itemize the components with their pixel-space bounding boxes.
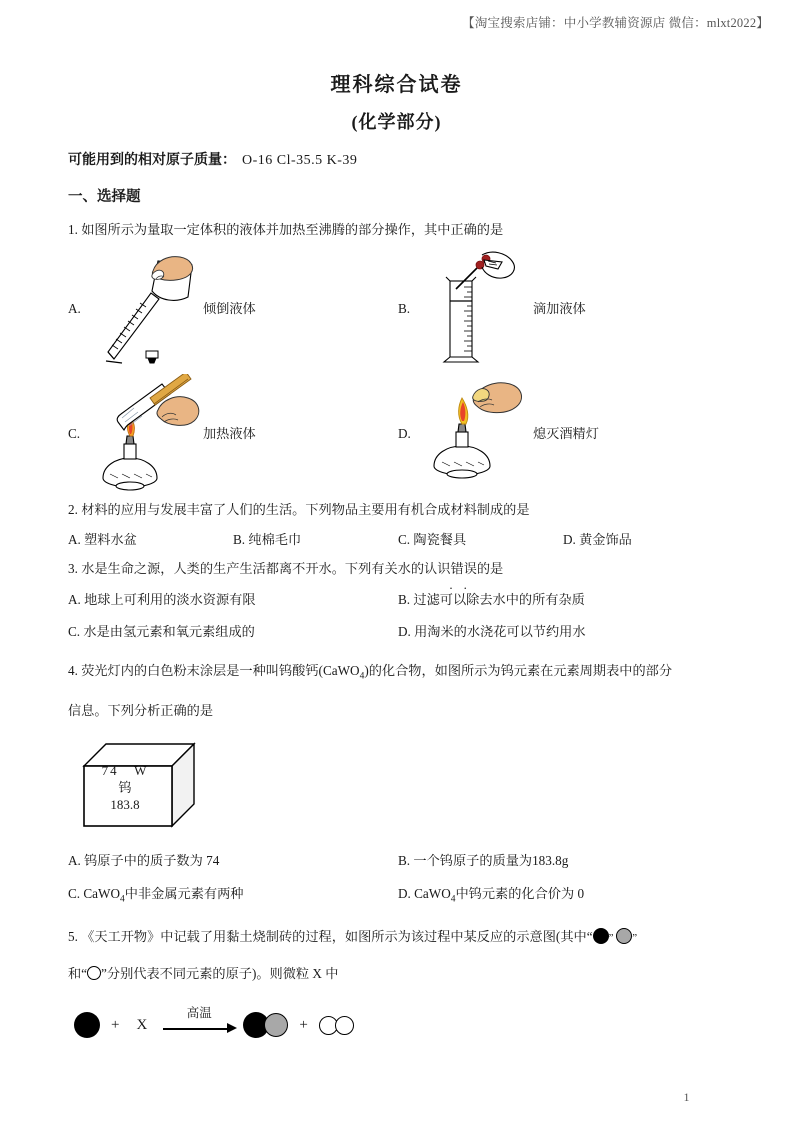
exam-content (68, 150, 728, 1053)
question-5-stem-line2 (68, 962, 728, 985)
arrow-head-icon (227, 1023, 237, 1033)
page-subtitle: (化学部分) (351, 112, 442, 132)
gray-atom-inline-icon (616, 928, 632, 944)
question-4-figure (68, 736, 728, 841)
question-3-options-row2 (68, 622, 728, 642)
reaction-plus-2: + (299, 1016, 308, 1033)
section-heading: 一、选择题 (68, 188, 141, 205)
element-cube-info (82, 763, 168, 814)
extinguishing-alcohol-lamp-icon (426, 374, 536, 494)
question-3-stem (68, 557, 728, 580)
question-1-options (68, 249, 728, 494)
option-a-caption: 倾倒液体 (203, 301, 256, 317)
question-4-option-d-pre: D. CaWO (398, 885, 451, 901)
element-chinese-name: 钨 (118, 780, 132, 796)
product-white-atom-2 (335, 1016, 354, 1035)
question-1-option-a[interactable] (68, 249, 398, 369)
question-2-option-a[interactable]: A. 塑料水盆 (68, 532, 137, 548)
question-4-stem-line1 (68, 659, 728, 685)
option-d-caption: 熄灭酒精灯 (533, 426, 599, 442)
reaction-unknown-x: X (136, 1016, 148, 1033)
heating-liquid-icon (96, 374, 206, 494)
question-2-option-c[interactable]: C. 陶瓷餐具 (398, 532, 467, 548)
question-3-stem-emphasis: 错误 .. (450, 561, 476, 576)
question-4-options-row1 (68, 851, 728, 871)
option-b-caption: 滴加液体 (533, 301, 586, 317)
question-4-option-b[interactable] (398, 851, 728, 871)
relative-atomic-mass-line (68, 150, 728, 172)
option-b-label: B. (398, 301, 411, 317)
arrow-shaft (163, 1028, 229, 1030)
question-3-stem-post: 的是 (476, 560, 504, 576)
question-1-option-c[interactable] (68, 374, 398, 494)
relative-atomic-mass-values: O-16 Cl-35.5 K-39 (242, 153, 358, 168)
option-c-label: C. (68, 426, 81, 442)
question-4-option-c[interactable] (68, 884, 398, 907)
question-3-option-d[interactable]: D. 用淘米的水浇花可以节约用水 (398, 624, 586, 640)
question-3-stem-pre: 3. 水是生命之源，人类的生产生活都离不开水。下列有关水的认识 (68, 560, 451, 576)
reaction-arrow (161, 1005, 237, 1045)
white-atom-inline-icon (87, 966, 101, 980)
element-atomic-mass: 183.8 (110, 796, 140, 812)
question-2-options (68, 530, 728, 550)
question-4-option-a[interactable] (68, 851, 398, 871)
question-4-option-c-sub: 4 (120, 894, 125, 905)
question-1-option-b[interactable] (398, 249, 728, 369)
relative-atomic-mass-label: 可能用到的相对原子质量： (68, 152, 236, 168)
question-1-option-d[interactable] (398, 374, 728, 494)
page-title: 理科综合试卷 (330, 72, 463, 96)
pouring-liquid-icon (96, 249, 206, 369)
question-4-stem-b: )的化合物，如图所示为钨元素在元素周期表中的部分 (364, 662, 673, 678)
product-gray-atom (264, 1013, 288, 1037)
product-molecule-1 (243, 1012, 288, 1038)
question-4-option-b-text: B. 一个钨原子的质量为183.8g (398, 853, 569, 869)
page-number-value: 1 (683, 1090, 690, 1104)
question-5-stem-line1: 5. 《天工开物》中记载了用黏土烧制砖的过程，如图所示为该过程中某反应的示意图(其中“ ” ” (68, 928, 638, 944)
black-atom-inline-icon (593, 928, 609, 944)
question-3-option-b[interactable]: B. 过滤可以除去水中的所有杂质 (398, 591, 585, 607)
question-4-option-a-text: A. 钨原子中的质子数为 74 (68, 853, 220, 869)
question-4-formula-sub: 4 (359, 671, 365, 682)
question-2-option-b[interactable]: B. 纯棉毛巾 (233, 532, 302, 548)
watermark-text: 【淘宝搜索店铺：中小学教辅资源店 微信：mlxt2022】 (462, 16, 769, 30)
question-4-options-row2 (68, 884, 728, 907)
reaction-plus-1: + (111, 1016, 120, 1033)
question-5-stem-line2-b: ”分别代表不同元素的原子)。则微粒 X 中 (101, 966, 339, 982)
question-4-option-d-post: 中钨元素的化合价为 0 (455, 885, 585, 901)
question-2-stem: 2. 材料的应用与发展丰富了人们的生活。下列物品主要用有机合成材料制成的是 (68, 502, 530, 518)
option-a-label: A. (68, 301, 81, 317)
question-5-stem-line2-a: 和“ (68, 966, 88, 982)
question-4-stem-a: 4. 荧光灯内的白色粉末涂层是一种叫钨酸钙(CaWO (68, 662, 360, 678)
question-4-option-c-pre: C. CaWO (68, 885, 121, 901)
question-4-option-c-post: 中非金属元素有两种 (124, 885, 244, 901)
question-4-option-d-sub: 4 (450, 894, 456, 905)
question-5-stem-a: 5. 《天工开物》中记载了用黏土烧制砖的过程，如图所示为该过程中某反应的示意图(其中“ (68, 928, 593, 944)
question-1-stem: 1. 如图所示为量取一定体积的液体并加热至沸腾的部分操作，其中正确的是 (68, 222, 504, 238)
product-molecule-2 (319, 1016, 354, 1035)
reaction-condition: 高温 (186, 1005, 212, 1021)
option-c-caption: 加热液体 (203, 426, 256, 442)
question-3-option-a[interactable]: A. 地球上可利用的淡水资源有限 (68, 591, 256, 607)
element-number-symbol (82, 763, 168, 780)
reactant-black-atom (74, 1012, 100, 1038)
dropper-adding-liquid-icon (426, 249, 536, 369)
question-3-options-row1 (68, 590, 728, 610)
question-4-option-d[interactable] (398, 884, 728, 907)
element-atomic-number: 74 (101, 763, 119, 779)
element-symbol: W (134, 763, 149, 779)
page-number (0, 1090, 793, 1105)
question-4-stem-line2: 信息。下列分析正确的是 (68, 703, 214, 719)
question-2-option-d[interactable]: D. 黄金饰品 (563, 532, 632, 548)
option-d-label: D. (398, 426, 411, 442)
question-3-option-c[interactable]: C. 水是由氢元素和氧元素组成的 (68, 624, 255, 640)
question-5-reaction-diagram (68, 1001, 728, 1053)
